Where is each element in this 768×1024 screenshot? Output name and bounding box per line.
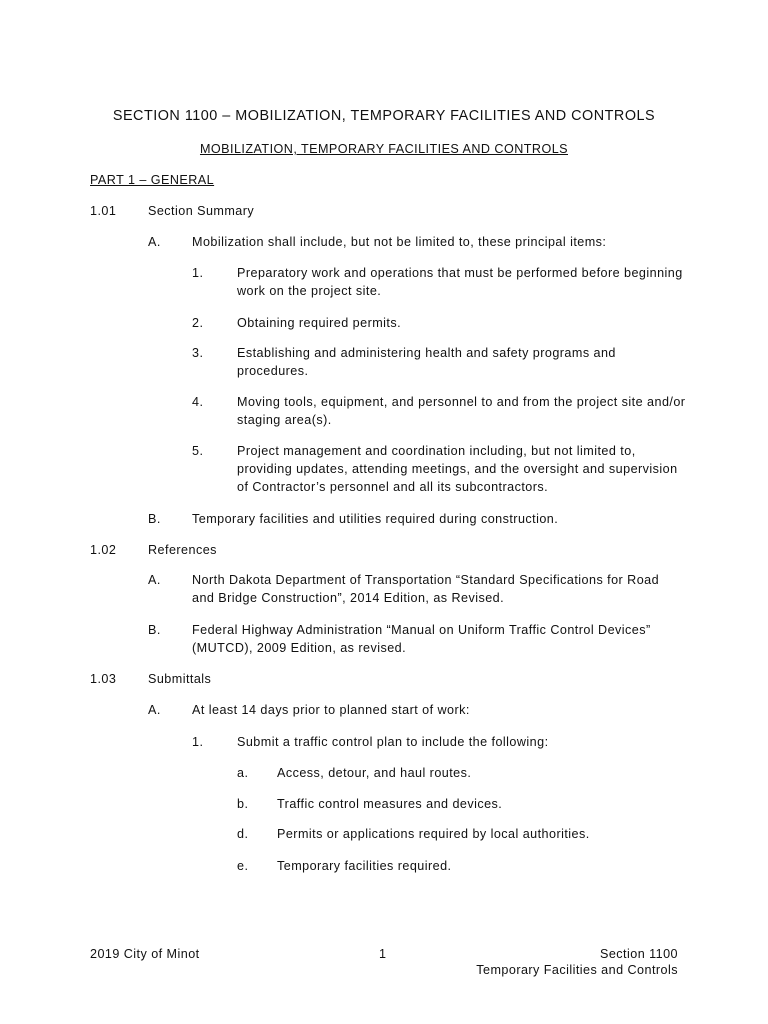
item-text-1-02-a: North Dakota Department of Transportation “Standard Specifications for Road and Bridge Construction”, 2014 Edition, as Revised. — [192, 573, 660, 605]
sub-item-label: a. — [237, 766, 249, 780]
footer-section: Section 1100 — [600, 947, 678, 961]
sub-item-label: d. — [237, 827, 249, 841]
list-item-label: 3. — [192, 346, 204, 360]
footer-section-title: Temporary Facilities and Controls — [476, 963, 678, 977]
item-label-1-03-a: A. — [148, 703, 161, 717]
list-item-text: Submit a traffic control plan to include the following: — [237, 735, 549, 749]
part-heading: PART 1 – GENERAL — [90, 173, 215, 187]
footer-page-number: 1 — [379, 947, 387, 961]
section-heading-submittals: Submittals — [148, 672, 212, 686]
section-heading-references: References — [148, 543, 217, 557]
list-item-text: Moving tools, equipment, and personnel to and from the project site and/or staging area(s). — [237, 395, 686, 427]
list-item-text: Preparatory work and operations that must be performed before beginning work on the project site. — [237, 266, 683, 298]
item-label-1-02-b: B. — [148, 623, 161, 637]
list-item-text: Obtaining required permits. — [237, 316, 402, 330]
list-item-label: 2. — [192, 316, 204, 330]
list-item-label: 1. — [192, 266, 204, 280]
sub-item-label: e. — [237, 859, 249, 873]
sub-item-text: Temporary facilities required. — [277, 859, 452, 873]
sub-item-text: Permits or applications required by local authorities. — [277, 827, 590, 841]
section-number-1-02: 1.02 — [90, 543, 117, 557]
list-item-text: Establishing and administering health and safety programs and procedures. — [237, 346, 616, 378]
section-number-1-01: 1.01 — [90, 204, 117, 218]
sub-item-text: Access, detour, and haul routes. — [277, 766, 472, 780]
sub-item-text: Traffic control measures and devices. — [277, 797, 503, 811]
item-text-1-03-a: At least 14 days prior to planned start of work: — [192, 703, 470, 717]
section-title: SECTION 1100 – MOBILIZATION, TEMPORARY FACILITIES AND CONTROLS — [112, 108, 656, 124]
sub-item-label: b. — [237, 797, 249, 811]
item-text-1-01-a: Mobilization shall include, but not be limited to, these principal items: — [192, 235, 607, 249]
list-item-label: 5. — [192, 444, 204, 458]
item-text-1-01-b: Temporary facilities and utilities required during construction. — [192, 512, 559, 526]
list-item-label: 4. — [192, 395, 204, 409]
section-heading-summary: Section Summary — [148, 204, 255, 218]
list-item-text: Project management and coordination including, but not limited to, providing updates, attending meetings, and the oversight and supervision of Contractor’s personnel and all its subcontractors. — [237, 444, 678, 494]
item-label-1-01-b: B. — [148, 512, 161, 526]
section-subtitle: MOBILIZATION, TEMPORARY FACILITIES AND CONTROLS — [199, 142, 568, 156]
footer-left: 2019 City of Minot — [90, 947, 200, 961]
list-item-label: 1. — [192, 735, 204, 749]
item-text-1-02-b: Federal Highway Administration “Manual on Uniform Traffic Control Devices” (MUTCD), 2009 Edition, as revised. — [192, 623, 651, 655]
section-number-1-03: 1.03 — [90, 672, 117, 686]
item-label-1-02-a: A. — [148, 573, 161, 587]
item-label-1-01-a: A. — [148, 235, 161, 249]
